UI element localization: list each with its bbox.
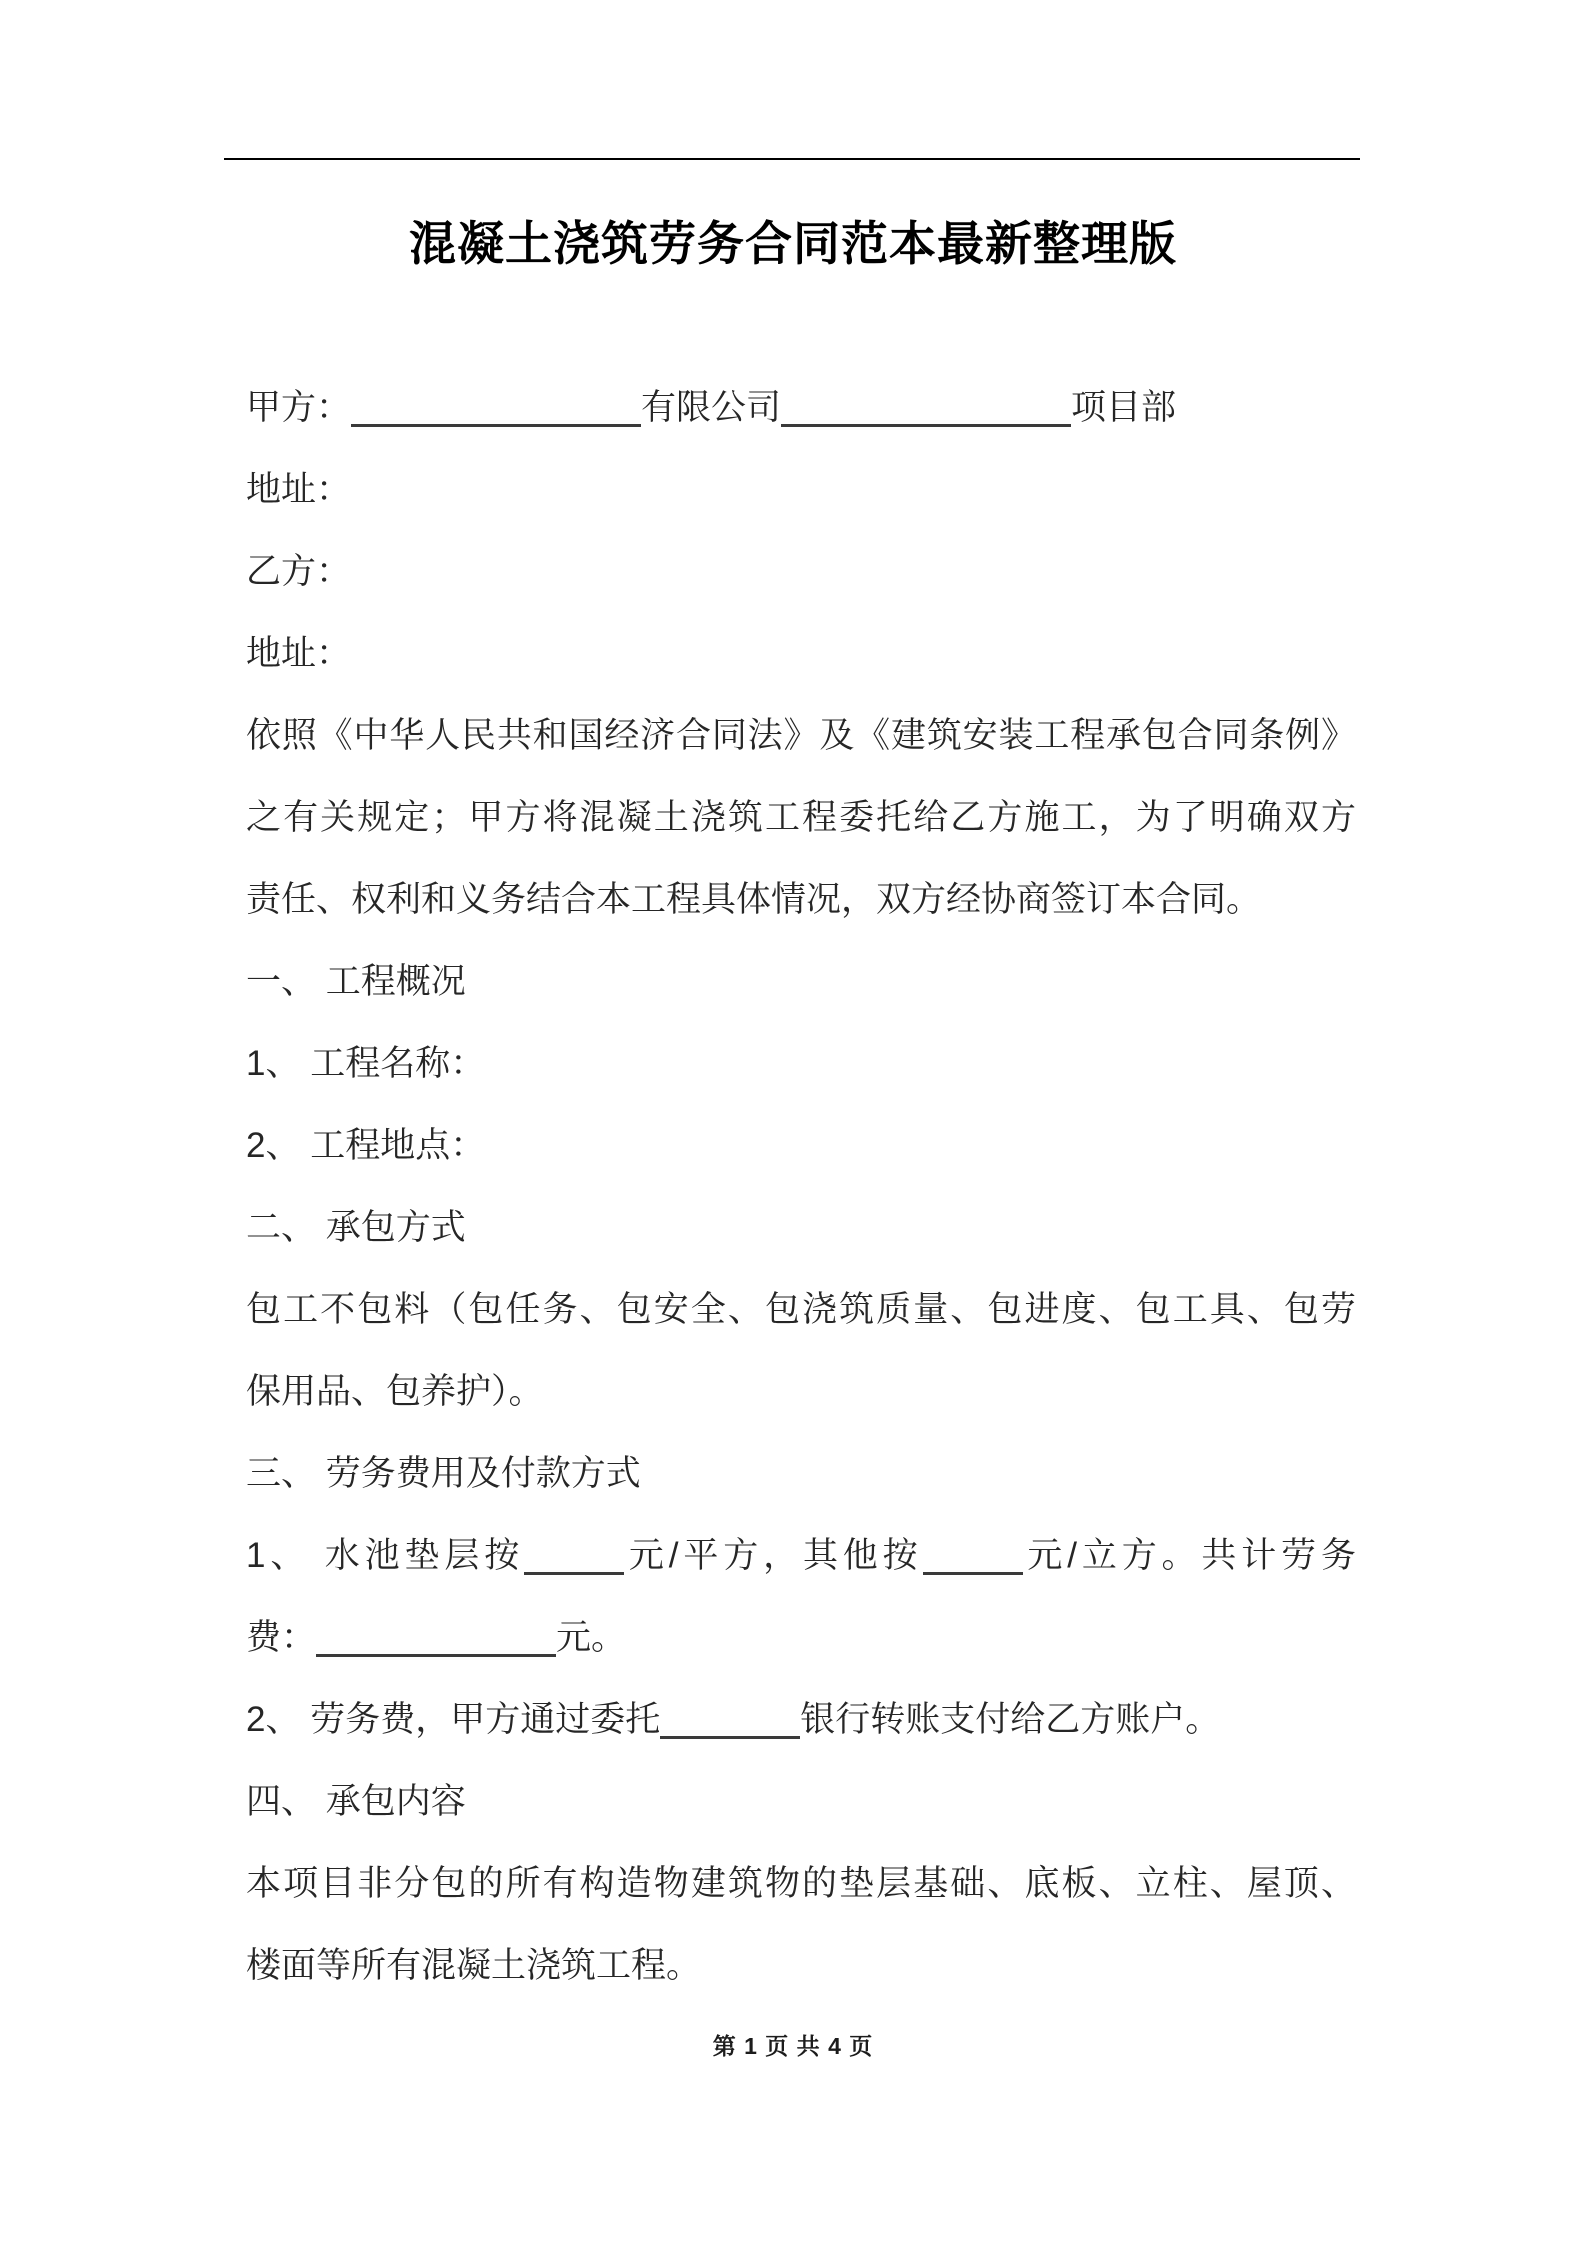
text-run: 本项目非分包的所有构造物建筑物的垫层基础、底板、立柱、屋顶、 — [246, 1864, 1356, 1903]
text-run: 责任、权利和义务结合本工程具体情况，双方经协商签订本合同。 — [246, 880, 1262, 919]
text-run: 四、 承包内容 — [246, 1782, 466, 1821]
document-line — [246, 1023, 1356, 1105]
text-run: 三、 劳务费用及付款方式 — [246, 1454, 641, 1493]
blank-underline — [781, 424, 1071, 427]
document-line — [246, 531, 1356, 613]
text-run: 有限公司 — [641, 388, 782, 427]
text-run: 保用品、包养护）。 — [246, 1372, 544, 1411]
document-line — [246, 1925, 1356, 2007]
document-line — [246, 1187, 1356, 1269]
blank-underline — [351, 424, 641, 427]
document-line — [246, 1105, 1356, 1187]
text-run: 1、 水池垫层按 — [246, 1536, 525, 1575]
text-run: 项目部 — [1071, 388, 1177, 427]
document-line — [246, 1515, 1356, 1597]
text-run: 费： — [246, 1618, 317, 1657]
text-run: 包工不包料（包任务、包安全、包浇筑质量、包进度、包工具、包劳 — [246, 1290, 1356, 1329]
document-body — [246, 367, 1356, 2007]
text-run: 地址： — [246, 634, 352, 673]
text-run: 乙方： — [246, 552, 352, 591]
text-run: 地址： — [246, 470, 352, 509]
blank-underline — [316, 1654, 556, 1657]
text-run: 依照《中华人民共和国经济合同法》及《建筑安装工程承包合同条例》 — [246, 716, 1356, 755]
text-run: 元/平方，其他按 — [624, 1536, 923, 1575]
document-title: 混凝土浇筑劳务合同范本最新整理版 — [409, 217, 1177, 270]
text-run: 2、 工程地点： — [246, 1126, 486, 1165]
text-run: 银行转账支付给乙方账户。 — [800, 1700, 1221, 1739]
text-run: 甲方： — [246, 388, 352, 427]
header-rule — [224, 158, 1360, 160]
document-line — [246, 1843, 1356, 1925]
document-line — [246, 941, 1356, 1023]
text-run: 元/立方。共计劳务 — [1022, 1536, 1356, 1575]
document-line — [246, 1761, 1356, 1843]
text-run: 一、 工程概况 — [246, 962, 466, 1001]
document-line — [246, 1679, 1356, 1761]
document-line — [246, 449, 1356, 531]
blank-underline — [660, 1736, 800, 1739]
document-line — [246, 613, 1356, 695]
page-number-footer: 第 1 页 共 4 页 — [712, 2033, 874, 2059]
text-run: 二、 承包方式 — [246, 1208, 466, 1247]
document-line — [246, 859, 1356, 941]
document-line — [246, 1597, 1356, 1679]
text-run: 1、 工程名称： — [246, 1044, 486, 1083]
document-line — [246, 1433, 1356, 1515]
document-line — [246, 695, 1356, 777]
blank-underline — [923, 1572, 1023, 1575]
text-run: 元。 — [556, 1618, 627, 1657]
text-run: 之有关规定；甲方将混凝土浇筑工程委托给乙方施工，为了明确双方 — [246, 798, 1356, 837]
document-line — [246, 1351, 1356, 1433]
text-run: 2、 劳务费，甲方通过委托 — [246, 1700, 661, 1739]
blank-underline — [524, 1572, 624, 1575]
text-run: 楼面等所有混凝土浇筑工程。 — [246, 1946, 702, 1985]
document-line — [246, 1269, 1356, 1351]
document-line — [246, 367, 1356, 449]
document-line — [246, 777, 1356, 859]
